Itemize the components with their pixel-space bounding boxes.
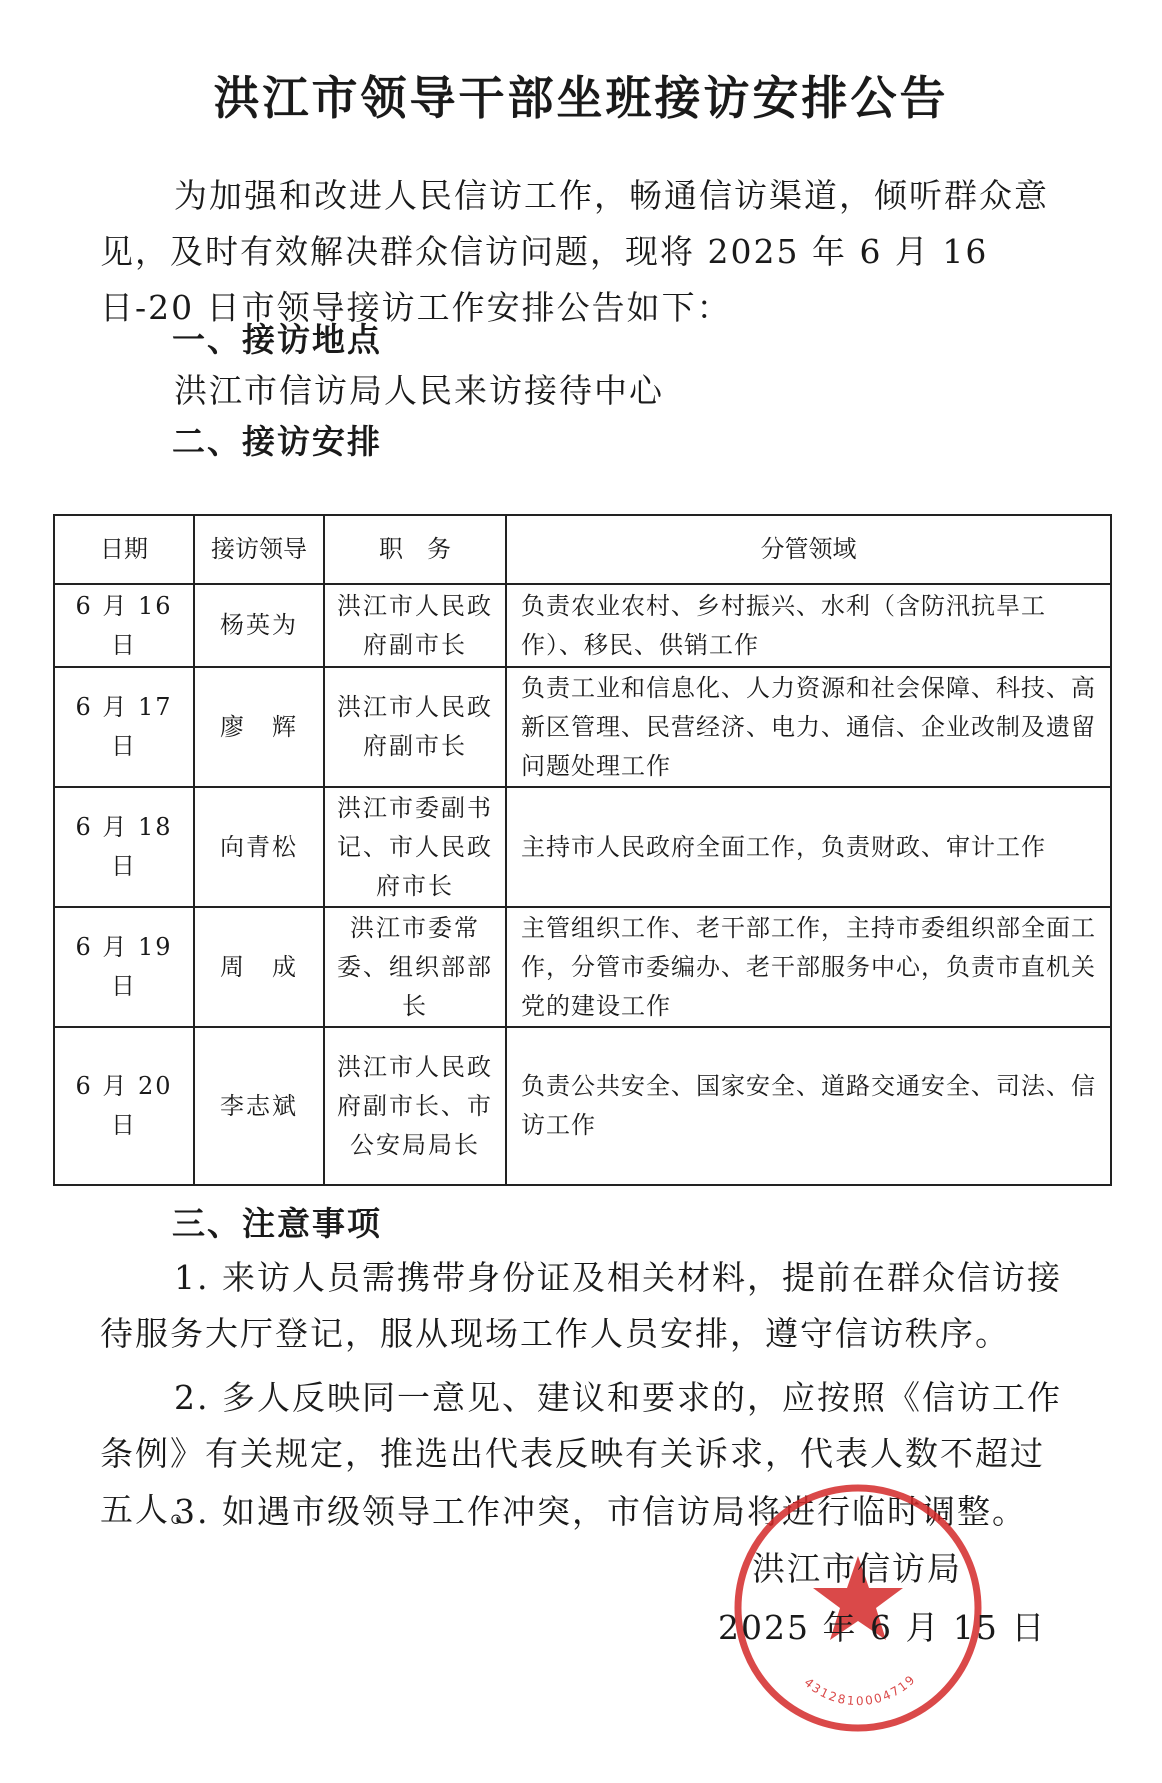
cell-area: 主管组织工作、老干部工作，主持市委组织部全面工作，分管市委编办、老干部服务中心，负责市直机关党的建设工作 xyxy=(506,907,1111,1027)
header-date: 日期 xyxy=(54,515,194,584)
cell-area: 主持市人民政府全面工作，负责财政、审计工作 xyxy=(506,787,1111,907)
table-header-row xyxy=(54,515,1111,584)
header-position: 职 务 xyxy=(324,515,506,584)
cell-date: 6 月 17 日 xyxy=(54,667,194,787)
cell-leader: 李志斌 xyxy=(194,1027,324,1185)
svg-text:4312810004719 xyxy=(802,1672,919,1709)
reception-location: 洪江市信访局人民来访接待中心 xyxy=(174,371,664,410)
cell-area: 负责农业农村、乡村振兴、水利（含防汛抗旱工作）、移民、供销工作 xyxy=(506,584,1111,667)
table-row xyxy=(54,1027,1111,1185)
notice-item: 1. 来访人员需携带身份证及相关材料，提前在群众信访接待服务大厅登记，服从现场工作人员安排，遵守信访秩序。 xyxy=(100,1258,1062,1353)
cell-date: 6 月 19 日 xyxy=(54,907,194,1027)
section2-heading: 二、接访安排 xyxy=(172,422,382,461)
header-leader: 接访领导 xyxy=(194,515,324,584)
table-row xyxy=(54,584,1111,667)
cell-position: 洪江市委常委、组织部部长 xyxy=(324,907,506,1027)
notice-title: 洪江市领导干部坐班接访安排公告 xyxy=(213,71,949,125)
signature-date: 2025 年 6 月 15 日 xyxy=(718,1608,1047,1647)
intro-paragraph: 为加强和改进人民信访工作，畅通信访渠道，倾听群众意见，及时有效解决群众信访问题，现将 2025 年 6 月 16 日-20 日市领导接访工作安排公告如下： xyxy=(100,176,1049,327)
cell-area: 负责工业和信息化、人力资源和社会保障、科技、高新区管理、民营经济、电力、通信、企业改制及遗留问题处理工作 xyxy=(506,667,1111,787)
notice-item: 2. 多人反映同一意见、建议和要求的，应按照《信访工作条例》有关规定，推选出代表反映有关诉求，代表人数不超过五人。 xyxy=(100,1378,1062,1529)
schedule-table xyxy=(53,514,1112,1186)
table-row xyxy=(54,667,1111,787)
header-area: 分管领域 xyxy=(506,515,1111,584)
cell-leader: 廖 辉 xyxy=(194,667,324,787)
seal-code: 4312810004719 xyxy=(801,1671,919,1709)
cell-area: 负责公共安全、国家安全、道路交通安全、司法、信访工作 xyxy=(506,1027,1111,1185)
table-row xyxy=(54,907,1111,1027)
cell-leader: 向青松 xyxy=(194,787,324,907)
cell-date: 6 月 20 日 xyxy=(54,1027,194,1185)
notice-item: 3. 如遇市级领导工作冲突，市信访局将进行临时调整。 xyxy=(174,1492,1027,1531)
table-row xyxy=(54,787,1111,907)
cell-leader: 周 成 xyxy=(194,907,324,1027)
section3-heading: 三、注意事项 xyxy=(172,1204,382,1243)
cell-position: 洪江市人民政府副市长 xyxy=(324,584,506,667)
section1-heading: 一、接访地点 xyxy=(172,320,382,359)
signature-org: 洪江市信访局 xyxy=(752,1549,962,1588)
cell-position: 洪江市人民政府副市长、市公安局局长 xyxy=(324,1027,506,1185)
cell-position: 洪江市委副书记、市人民政府市长 xyxy=(324,787,506,907)
cell-date: 6 月 16 日 xyxy=(54,584,194,667)
cell-leader: 杨英为 xyxy=(194,584,324,667)
cell-position: 洪江市人民政府副市长 xyxy=(324,667,506,787)
cell-date: 6 月 18 日 xyxy=(54,787,194,907)
